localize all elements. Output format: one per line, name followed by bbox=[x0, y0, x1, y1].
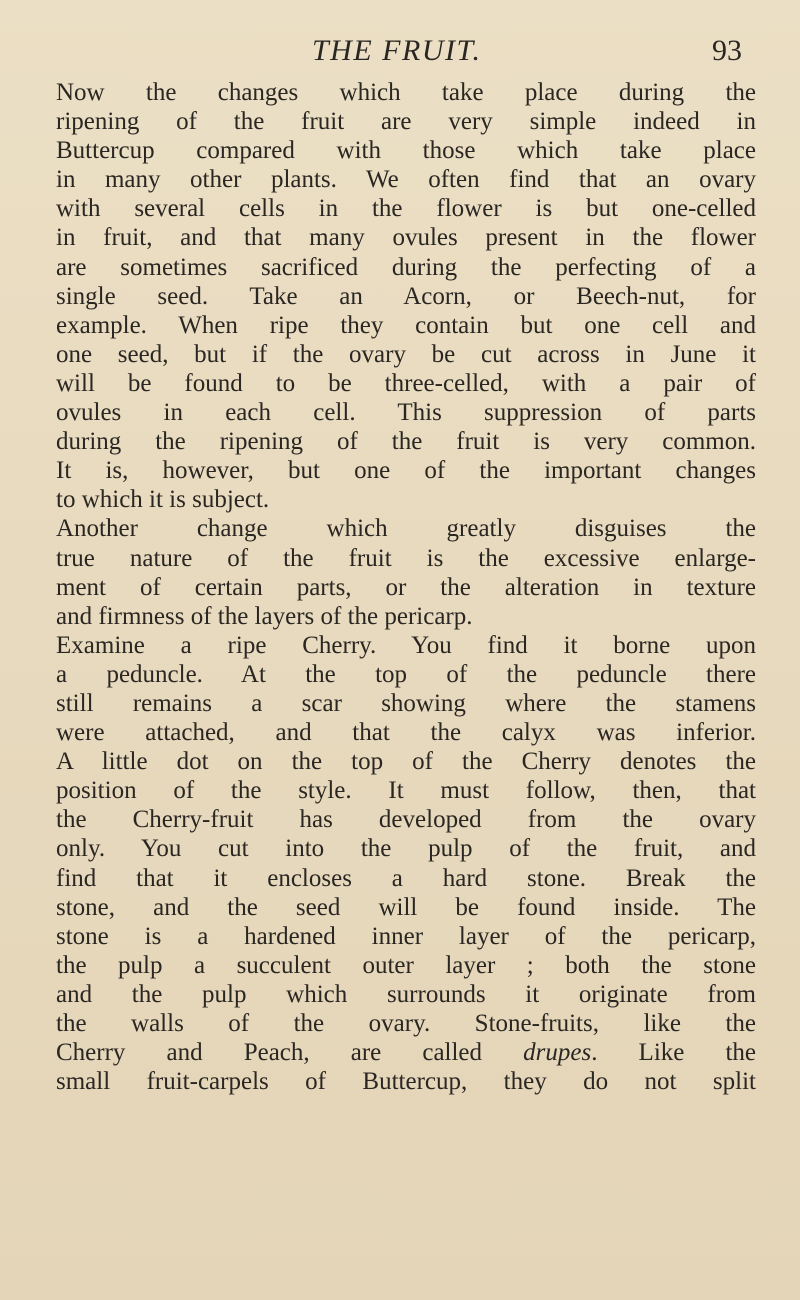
text-line: one seed, but if the ovary be cut across in June it bbox=[56, 340, 756, 368]
text-line: the pulp a succulent outer layer ; both the stone bbox=[56, 951, 756, 979]
page-number: 93 bbox=[712, 34, 742, 67]
italic-term-drupes: drupes bbox=[523, 1039, 592, 1067]
text-line: Another change which greatly disguises the bbox=[56, 515, 756, 543]
text-line: and firmness of the layers of the pericarp. bbox=[56, 602, 473, 630]
text-segment: Cherry and Peach, are called bbox=[56, 1039, 524, 1067]
text-line: small fruit-carpels of Buttercup, they do not split bbox=[56, 1068, 756, 1096]
text-line: will be found to be three-celled, with a pair of bbox=[56, 369, 756, 397]
text-line: still remains a scar showing where the stamens bbox=[56, 689, 756, 717]
text-line: ripening of the fruit are very simple indeed in bbox=[56, 108, 756, 136]
text-line: Buttercup compared with those which take place bbox=[56, 137, 756, 165]
text-line: with several cells in the flower is but one-celled bbox=[56, 195, 756, 223]
text-line: were attached, and that the calyx was inferior. bbox=[56, 719, 756, 747]
text-line-drupes bbox=[56, 1038, 756, 1067]
text-line: to which it is subject. bbox=[56, 486, 270, 514]
text-line: It is, however, but one of the important changes bbox=[56, 457, 756, 485]
text-line: only. You cut into the pulp of the fruit, and bbox=[56, 835, 756, 863]
text-line: the Cherry-fruit has developed from the ovary bbox=[56, 806, 756, 834]
running-title: THE FRUIT. bbox=[312, 34, 482, 67]
body-text bbox=[56, 78, 756, 1096]
text-line: ment of certain parts, or the alteration in texture bbox=[56, 573, 756, 601]
text-line: during the ripening of the fruit is very common. bbox=[56, 428, 756, 456]
text-line: position of the style. It must follow, then, that bbox=[56, 777, 756, 805]
text-line: find that it encloses a hard stone. Break the bbox=[56, 864, 756, 892]
text-line: are sometimes sacrificed during the perfecting of a bbox=[56, 253, 756, 281]
text-line: in many other plants. We often find that an ovary bbox=[56, 166, 756, 194]
text-line: stone is a hardened inner layer of the pericarp, bbox=[56, 922, 756, 950]
text-line: and the pulp which surrounds it originate from bbox=[56, 980, 756, 1008]
text-line: ovules in each cell. This suppression of parts bbox=[56, 399, 756, 427]
text-line: stone, and the seed will be found inside. The bbox=[56, 893, 756, 921]
text-line: a peduncle. At the top of the peduncle there bbox=[56, 660, 756, 688]
text-line: true nature of the fruit is the excessive enlarge- bbox=[56, 544, 756, 572]
text-line: Now the changes which take place during the bbox=[56, 79, 756, 106]
text-line: example. When ripe they contain but one cell and bbox=[56, 311, 756, 339]
text-line: single seed. Take an Acorn, or Beech-nut, for bbox=[56, 282, 756, 310]
text-segment: . Like the bbox=[591, 1039, 756, 1067]
text-line: Examine a ripe Cherry. You find it borne upon bbox=[56, 631, 756, 659]
text-line: A little dot on the top of the Cherry denotes the bbox=[56, 748, 756, 776]
text-line: in fruit, and that many ovules present in the flower bbox=[56, 224, 756, 252]
running-head bbox=[0, 28, 800, 68]
text-line: the walls of the ovary. Stone-fruits, like the bbox=[56, 1010, 756, 1037]
